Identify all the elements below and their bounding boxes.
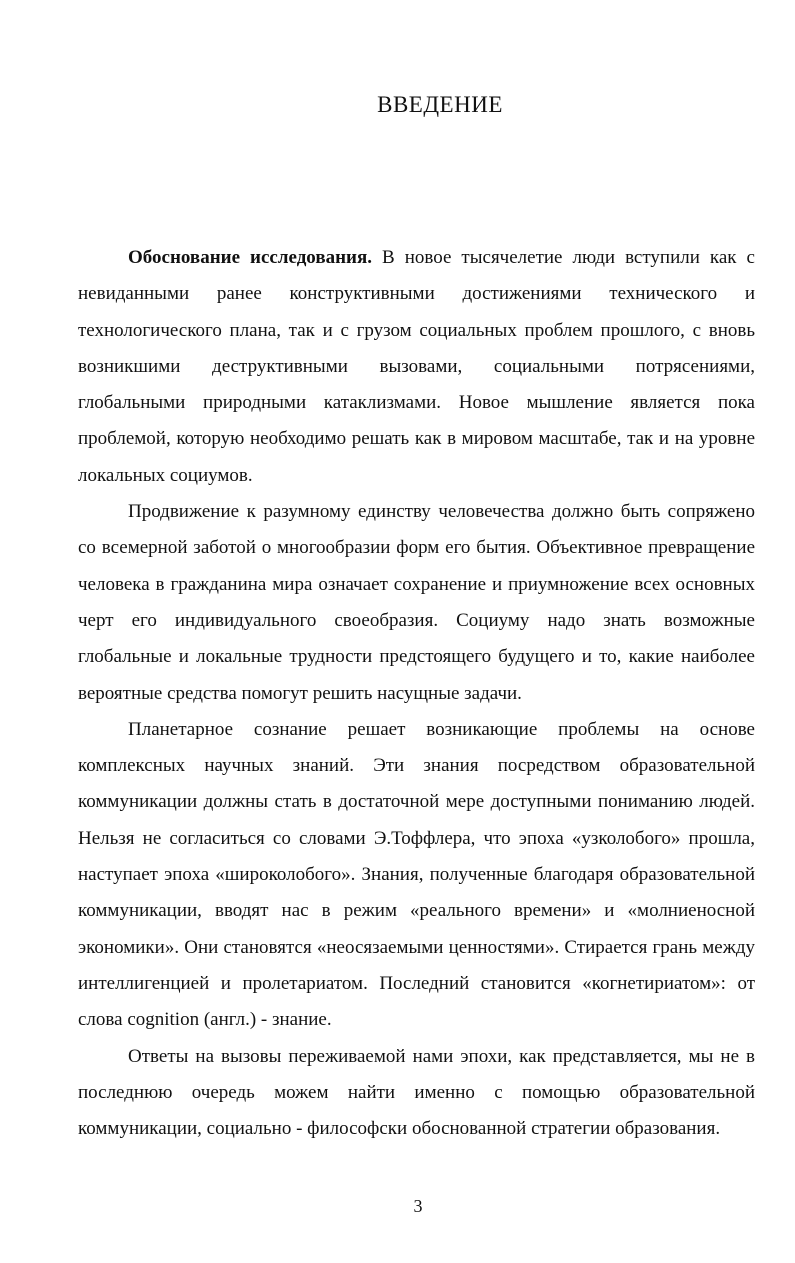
document-body: [78, 240, 755, 1147]
paragraph-planetary-consciousness: [78, 712, 755, 1039]
paragraph-lead: Обоснование исследования.: [128, 247, 373, 268]
paragraph-text: Планетарное сознание решает возникающие проблемы на основе комплексных научных знаний. Эти знания посредством образовательной коммуникации должны стать в достаточной мере доступными пониманию людей. Нельзя не согласиться со словами Э.Тоффлера, что эпоха «узколобого» прошла, наступает эпоха «широколобого». Знания, полученные благодаря образовательной коммуникации, вводят нас в режим «реального времени» и «молниеносной экономики». Они становятся «неосязаемыми ценностями». Стирается грань между интеллигенцией и пролетариатом. Последний становится «когнетириатом»: от слова cognition (англ.) - знание.: [78, 718, 755, 1031]
page-number: 3: [413, 1196, 423, 1216]
paragraph-unity: [78, 494, 755, 712]
paragraph-text: Продвижение к разумному единству человечества должно быть сопряжено со всемерной заботой о многообразии форм его бытия. Объективное превращение человека в гражданина мира означает сохранение и приумножение всех основных черт его индивидуального своеобразия. Социуму надо знать возможные глобальные и локальные трудности предстоящего будущего и то, какие наиболее вероятные средства помогут решить насущные задачи.: [78, 501, 755, 704]
paragraph-text: Ответы на вызовы переживаемой нами эпохи, как представляется, мы не в последнюю очередь можем найти именно с помощью образовательной коммуникации, социально - философски обоснованной стратегии образования.: [78, 1045, 755, 1140]
paragraph-research-rationale: [78, 240, 755, 494]
paragraph-text: В новое тысячелетие люди вступили как с невиданными ранее конструктивными достижениями технического и технологического плана, так и с грузом социальных проблем прошлого, с вновь возникшими деструктивными вызовами, социальными потрясениями, глобальными природными катаклизмами. Новое мышление является пока проблемой, которую необходимо решать как в мировом масштабе, так и на уровне локальных социумов.: [78, 247, 755, 486]
page-title: ВВЕДЕНИЕ: [377, 92, 503, 117]
paragraph-answers: [78, 1039, 755, 1148]
